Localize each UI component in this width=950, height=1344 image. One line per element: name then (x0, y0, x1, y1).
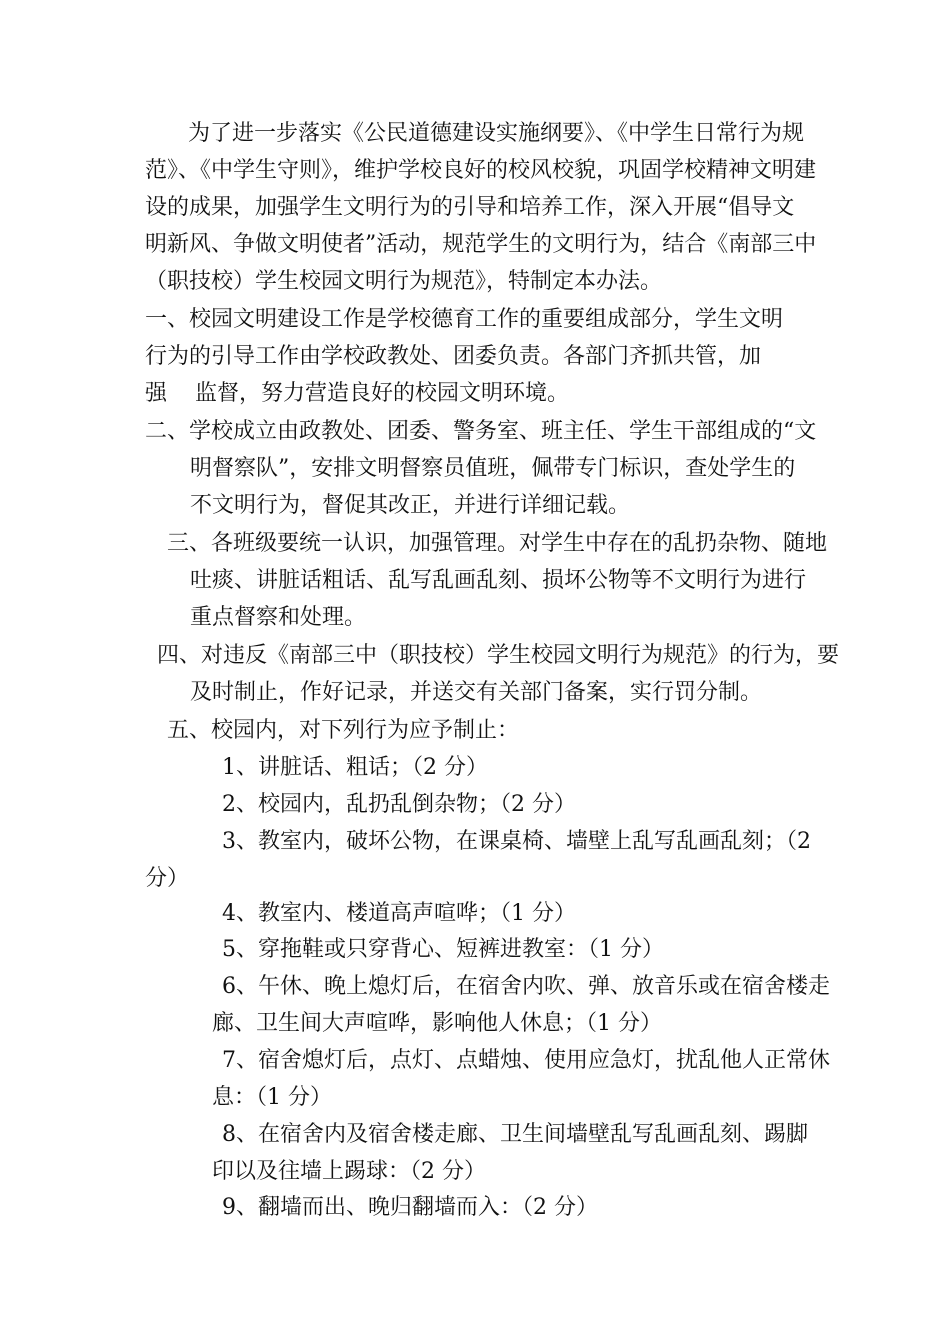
rule-item-6-line-2: 廊、卫生间大声喧哗，影响他人休息；（1 分） (212, 1011, 662, 1036)
section-3-line-1: 三、各班级要统一认识，加强管理。对学生中存在的乱扔杂物、随地 (167, 531, 828, 556)
section-2-line-2: 明督察队”，安排文明督察员值班，佩带专门标识，查处学生的 (190, 456, 796, 481)
text-line-5: （职技校）学生校园文明行为规范》，特制定本办法。 (145, 269, 663, 294)
rule-item-8-line-1: 8、在宿舍内及宿舍楼走廊、卫生间墙壁乱写乱画乱刻、踢脚 (222, 1122, 808, 1147)
section-1-line-2: 行为的引导工作由学校政教处、团委负责。各部门齐抓共管，加 (145, 344, 762, 369)
rule-item-1: 1、讲脏话、粗话；（2 分） (222, 755, 488, 780)
rule-item-3-line-1: 3、教室内，破坏公物，在课桌椅、墙壁上乱写乱画乱刻；（2 (222, 829, 811, 854)
section-2-line-3: 不文明行为，督促其改正，并进行详细记载。 (190, 493, 631, 518)
rule-item-4: 4、教室内、楼道高声喧哗；（1 分） (222, 901, 576, 926)
rule-item-8-line-2: 印以及往墙上踢球：（2 分） (212, 1159, 486, 1184)
text-line-4: 明新风、争做文明使者”活动，规范学生的文明行为，结合《南部三中 (145, 232, 817, 257)
section-1-line-1: 一、校园文明建设工作是学校德育工作的重要组成部分，学生文明 (145, 307, 784, 332)
section-3-line-3: 重点督察和处理。 (190, 605, 367, 630)
rule-item-3-line-2: 分） (145, 866, 190, 891)
rule-item-6-line-1: 6、午休、晚上熄灯后，在宿舍内吹、弹、放音乐或在宿舍楼走 (222, 974, 830, 999)
section-5-heading: 五、校园内，对下列行为应予制止： (167, 718, 520, 743)
rule-item-7-line-1: 7、宿舍熄灯后，点灯、点蜡烛、使用应急灯，扰乱他人正常休 (222, 1048, 830, 1073)
section-1-line-3: 强 监督，努力营造良好的校园文明环境。 (145, 381, 569, 406)
rule-item-2: 2、校园内，乱扔乱倒杂物；（2 分） (222, 792, 576, 817)
rule-item-5: 5、穿拖鞋或只穿背心、短裤进教室：（1 分） (222, 937, 664, 962)
text-line-3: 设的成果，加强学生文明行为的引导和培养工作，深入开展“倡导文 (145, 195, 795, 220)
section-4-line-1: 四、对违反《南部三中（职技校）学生校园文明行为规范》的行为，要 (157, 643, 840, 668)
rule-item-9: 9、翻墙而出、晚归翻墙而入：（2 分） (222, 1195, 598, 1220)
section-4-line-2: 及时制止，作好记录，并送交有关部门备案，实行罚分制。 (190, 680, 763, 705)
rule-item-7-line-2: 息：（1 分） (212, 1085, 332, 1110)
section-3-line-2: 吐痰、讲脏话粗话、乱写乱画乱刻、损坏公物等不文明行为进行 (190, 568, 807, 593)
text-line-1: 为了进一步落实《公民道德建设实施纲要》、《中学生日常行为规 (188, 121, 805, 146)
section-2-line-1: 二、学校成立由政教处、团委、警务室、班主任、学生干部组成的“文 (145, 419, 817, 444)
text-line-2: 范》、《中学生守则》，维护学校良好的校风校貌，巩固学校精神文明建 (145, 158, 817, 183)
